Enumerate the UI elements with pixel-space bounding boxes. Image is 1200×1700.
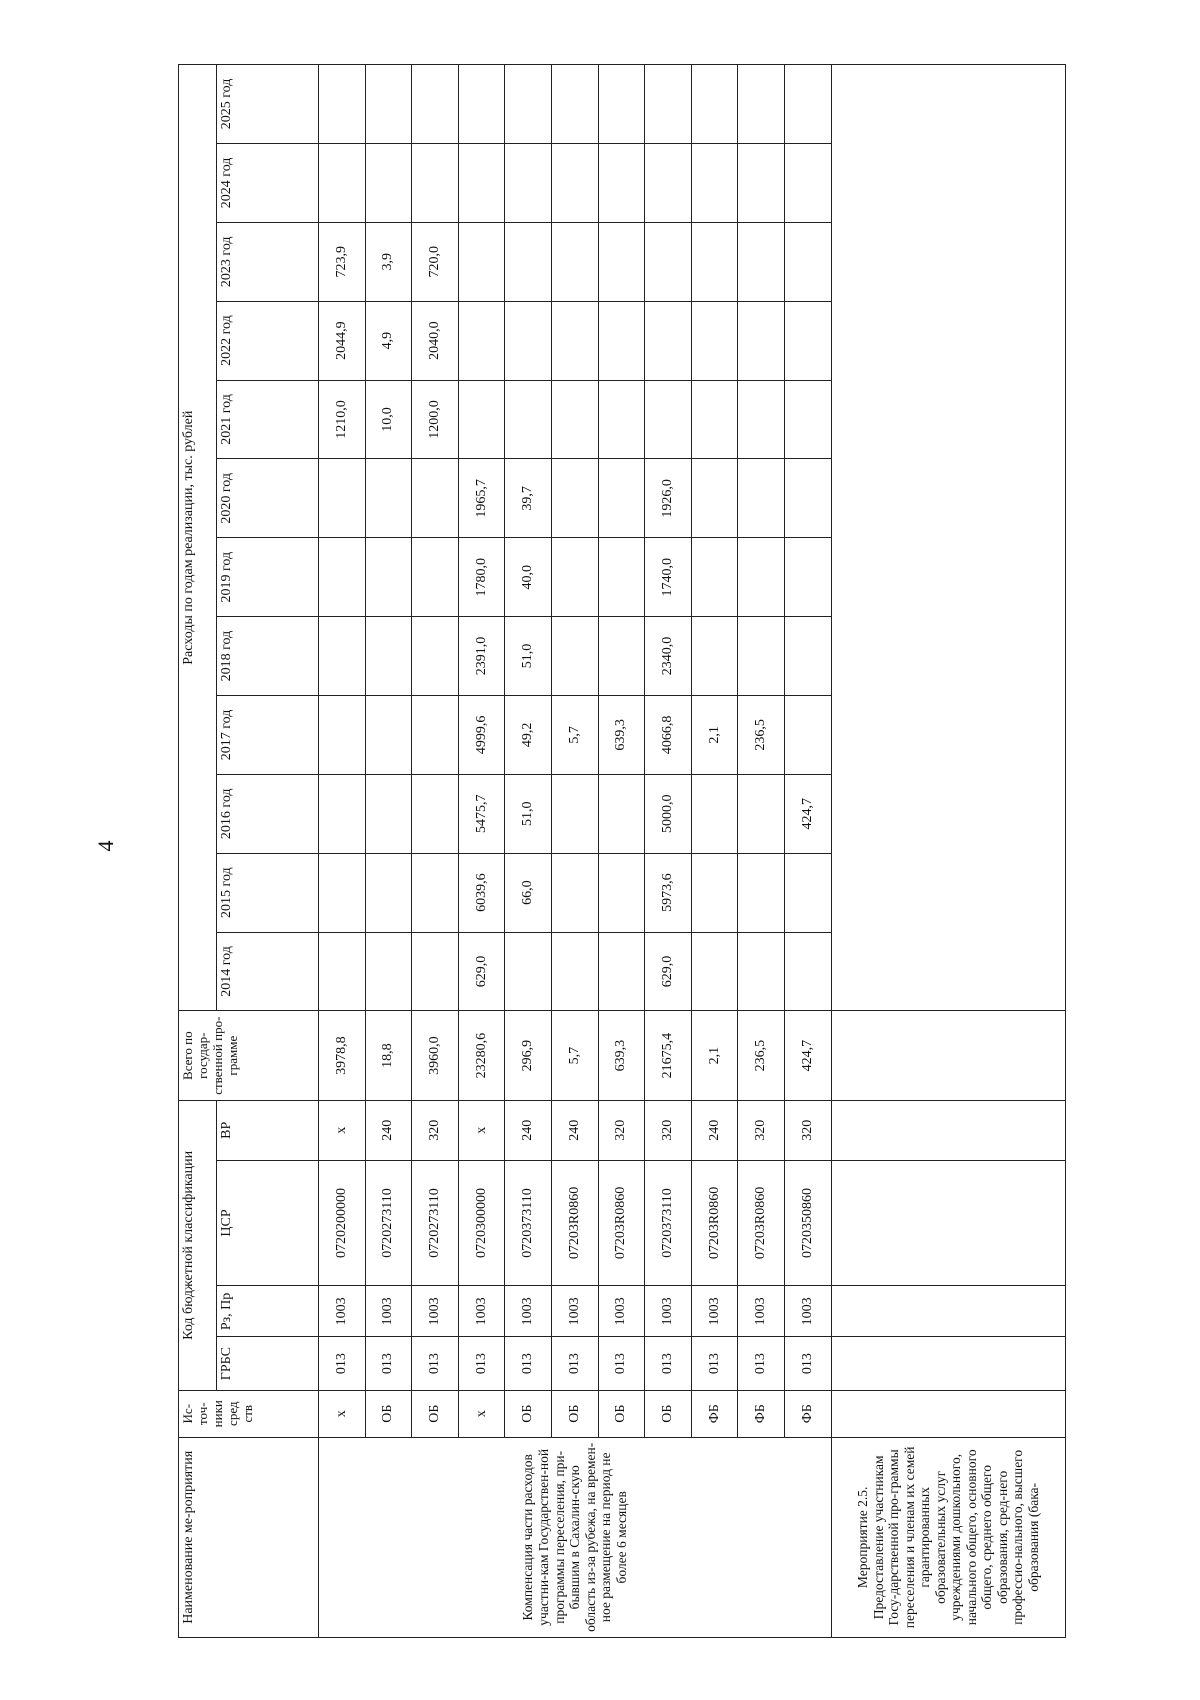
source-cell: ОБ bbox=[598, 1390, 645, 1437]
csr-cell: 0720373110 bbox=[505, 1160, 552, 1286]
grbs-cell: 013 bbox=[412, 1337, 459, 1390]
year-value-cell bbox=[784, 143, 831, 222]
year-value-cell bbox=[319, 932, 366, 1011]
year-value-cell: 51,0 bbox=[505, 774, 552, 853]
col-header-year-2024: 2024 год bbox=[217, 143, 319, 222]
source-cell: х bbox=[458, 1390, 505, 1437]
source-cell: ФБ bbox=[784, 1390, 831, 1437]
year-value-cell bbox=[784, 853, 831, 932]
year-value-cell bbox=[691, 143, 738, 222]
table-row bbox=[691, 65, 738, 1638]
year-value-cell bbox=[691, 459, 738, 538]
empty-cell bbox=[831, 1337, 1065, 1390]
col-header-expenses: Расходы по годам реализации, тыс. рублей bbox=[179, 65, 217, 1011]
year-value-cell bbox=[365, 459, 412, 538]
year-value-cell bbox=[551, 459, 598, 538]
year-value-cell bbox=[505, 65, 552, 144]
col-header-grbs: ГРБС bbox=[217, 1337, 319, 1390]
total-cell: 296,9 bbox=[505, 1011, 552, 1101]
year-value-cell: 236,5 bbox=[738, 695, 785, 774]
year-value-cell bbox=[784, 65, 831, 144]
year-value-cell bbox=[458, 65, 505, 144]
grbs-cell: 013 bbox=[458, 1337, 505, 1390]
year-value-cell bbox=[784, 222, 831, 301]
year-value-cell bbox=[598, 143, 645, 222]
year-value-cell bbox=[505, 143, 552, 222]
table-row bbox=[831, 65, 1065, 1638]
year-value-cell bbox=[458, 301, 505, 380]
table-body-measure-2 bbox=[831, 65, 1065, 1638]
vr-cell: 320 bbox=[412, 1100, 459, 1160]
col-header-year-2014: 2014 год bbox=[217, 932, 319, 1011]
source-cell: ОБ bbox=[551, 1390, 598, 1437]
year-value-cell bbox=[784, 617, 831, 696]
year-value-cell bbox=[319, 459, 366, 538]
source-cell: ОБ bbox=[365, 1390, 412, 1437]
total-cell: 23280,6 bbox=[458, 1011, 505, 1101]
header-row-1 bbox=[179, 65, 217, 1638]
year-value-cell bbox=[645, 301, 692, 380]
year-value-cell bbox=[551, 301, 598, 380]
rzpr-cell: 1003 bbox=[551, 1286, 598, 1337]
year-value-cell bbox=[365, 774, 412, 853]
empty-cell bbox=[831, 1011, 1065, 1101]
year-value-cell bbox=[412, 65, 459, 144]
rzpr-cell: 1003 bbox=[738, 1286, 785, 1337]
year-value-cell bbox=[691, 65, 738, 144]
table-row bbox=[738, 65, 785, 1638]
col-header-total: Всего по государ-ственной про-грамме bbox=[179, 1011, 319, 1101]
col-header-source: Ис-точ-ники сред ств bbox=[179, 1390, 319, 1437]
table-row bbox=[505, 65, 552, 1638]
col-header-year-2018: 2018 год bbox=[217, 617, 319, 696]
grbs-cell: 013 bbox=[645, 1337, 692, 1390]
year-value-cell bbox=[598, 774, 645, 853]
year-value-cell bbox=[551, 617, 598, 696]
csr-cell: 0720200000 bbox=[319, 1160, 366, 1286]
col-header-vr: ВР bbox=[217, 1100, 319, 1160]
col-header-name: Наименование ме-роприятия bbox=[179, 1437, 319, 1637]
year-value-cell bbox=[365, 617, 412, 696]
table-row bbox=[551, 65, 598, 1638]
vr-cell: х bbox=[319, 1100, 366, 1160]
year-value-cell bbox=[319, 853, 366, 932]
empty-cell bbox=[831, 1160, 1065, 1286]
year-value-cell: 51,0 bbox=[505, 617, 552, 696]
year-value-cell bbox=[691, 380, 738, 459]
year-value-cell: 629,0 bbox=[458, 932, 505, 1011]
rzpr-cell: 1003 bbox=[691, 1286, 738, 1337]
year-value-cell: 1965,7 bbox=[458, 459, 505, 538]
page-number: 4 bbox=[93, 840, 118, 852]
year-value-cell bbox=[784, 538, 831, 617]
year-value-cell bbox=[784, 380, 831, 459]
source-cell: ОБ bbox=[645, 1390, 692, 1437]
empty-cell bbox=[831, 65, 1065, 1011]
year-value-cell: 4066,8 bbox=[645, 695, 692, 774]
year-value-cell bbox=[319, 143, 366, 222]
year-value-cell bbox=[645, 65, 692, 144]
year-value-cell: 5973,6 bbox=[645, 853, 692, 932]
col-header-bcc: Код бюджетной классификации bbox=[179, 1100, 217, 1390]
year-value-cell bbox=[691, 617, 738, 696]
year-value-cell: 720,0 bbox=[412, 222, 459, 301]
year-value-cell bbox=[365, 538, 412, 617]
table-row bbox=[412, 65, 459, 1638]
year-value-cell bbox=[551, 65, 598, 144]
year-value-cell bbox=[412, 538, 459, 617]
empty-cell bbox=[831, 1390, 1065, 1437]
csr-cell: 0720300000 bbox=[458, 1160, 505, 1286]
year-value-cell bbox=[738, 301, 785, 380]
rzpr-cell: 1003 bbox=[412, 1286, 459, 1337]
year-value-cell: 2391,0 bbox=[458, 617, 505, 696]
year-value-cell bbox=[598, 301, 645, 380]
col-header-year-2023: 2023 год bbox=[217, 222, 319, 301]
source-cell: ФБ bbox=[738, 1390, 785, 1437]
year-value-cell bbox=[505, 932, 552, 1011]
year-value-cell bbox=[598, 538, 645, 617]
col-header-year-2015: 2015 год bbox=[217, 853, 319, 932]
total-cell: 2,1 bbox=[691, 1011, 738, 1101]
year-value-cell bbox=[551, 932, 598, 1011]
year-value-cell: 6039,6 bbox=[458, 853, 505, 932]
year-value-cell bbox=[738, 774, 785, 853]
year-value-cell bbox=[412, 853, 459, 932]
year-value-cell bbox=[458, 380, 505, 459]
csr-cell: 0720373110 bbox=[645, 1160, 692, 1286]
year-value-cell bbox=[319, 695, 366, 774]
year-value-cell: 424,7 bbox=[784, 774, 831, 853]
year-value-cell bbox=[645, 222, 692, 301]
year-value-cell bbox=[319, 774, 366, 853]
total-cell: 21675,4 bbox=[645, 1011, 692, 1101]
year-value-cell bbox=[551, 222, 598, 301]
year-value-cell bbox=[505, 301, 552, 380]
rzpr-cell: 1003 bbox=[365, 1286, 412, 1337]
year-value-cell: 2044,9 bbox=[319, 301, 366, 380]
total-cell: 5,7 bbox=[551, 1011, 598, 1101]
table-row bbox=[365, 65, 412, 1638]
year-value-cell: 5000,0 bbox=[645, 774, 692, 853]
year-value-cell bbox=[412, 695, 459, 774]
rzpr-cell: 1003 bbox=[784, 1286, 831, 1337]
year-value-cell bbox=[738, 617, 785, 696]
total-cell: 3978,8 bbox=[319, 1011, 366, 1101]
grbs-cell: 013 bbox=[551, 1337, 598, 1390]
csr-cell: 07203R0860 bbox=[598, 1160, 645, 1286]
total-cell: 18,8 bbox=[365, 1011, 412, 1101]
vr-cell: 240 bbox=[505, 1100, 552, 1160]
total-cell: 639,3 bbox=[598, 1011, 645, 1101]
rzpr-cell: 1003 bbox=[598, 1286, 645, 1337]
year-value-cell: 66,0 bbox=[505, 853, 552, 932]
source-cell: х bbox=[319, 1390, 366, 1437]
year-value-cell: 723,9 bbox=[319, 222, 366, 301]
grbs-cell: 013 bbox=[784, 1337, 831, 1390]
year-value-cell: 3,9 bbox=[365, 222, 412, 301]
year-value-cell bbox=[505, 380, 552, 459]
year-value-cell bbox=[691, 853, 738, 932]
year-value-cell bbox=[598, 380, 645, 459]
year-value-cell: 40,0 bbox=[505, 538, 552, 617]
source-cell: ОБ bbox=[505, 1390, 552, 1437]
year-value-cell: 1926,0 bbox=[645, 459, 692, 538]
year-value-cell bbox=[738, 853, 785, 932]
year-value-cell bbox=[551, 380, 598, 459]
year-value-cell bbox=[598, 222, 645, 301]
year-value-cell bbox=[365, 695, 412, 774]
year-value-cell: 2340,0 bbox=[645, 617, 692, 696]
year-value-cell: 1740,0 bbox=[645, 538, 692, 617]
csr-cell: 0720350860 bbox=[784, 1160, 831, 1286]
grbs-cell: 013 bbox=[691, 1337, 738, 1390]
year-value-cell bbox=[784, 695, 831, 774]
grbs-cell: 013 bbox=[319, 1337, 366, 1390]
year-value-cell bbox=[365, 932, 412, 1011]
table-row bbox=[784, 65, 831, 1638]
year-value-cell bbox=[691, 774, 738, 853]
csr-cell: 07203R0860 bbox=[738, 1160, 785, 1286]
year-value-cell: 1210,0 bbox=[319, 380, 366, 459]
csr-cell: 07203R0860 bbox=[691, 1160, 738, 1286]
year-value-cell: 639,3 bbox=[598, 695, 645, 774]
year-value-cell bbox=[691, 932, 738, 1011]
rzpr-cell: 1003 bbox=[458, 1286, 505, 1337]
year-value-cell bbox=[691, 222, 738, 301]
year-value-cell bbox=[412, 617, 459, 696]
year-value-cell: 2040,0 bbox=[412, 301, 459, 380]
grbs-cell: 013 bbox=[738, 1337, 785, 1390]
total-cell: 424,7 bbox=[784, 1011, 831, 1101]
year-value-cell bbox=[738, 65, 785, 144]
year-value-cell bbox=[784, 459, 831, 538]
vr-cell: 320 bbox=[598, 1100, 645, 1160]
year-value-cell bbox=[598, 459, 645, 538]
col-header-year-2017: 2017 год bbox=[217, 695, 319, 774]
csr-cell: 07203R0860 bbox=[551, 1160, 598, 1286]
empty-cell bbox=[831, 1100, 1065, 1160]
year-value-cell bbox=[412, 932, 459, 1011]
csr-cell: 0720273110 bbox=[365, 1160, 412, 1286]
year-value-cell: 2,1 bbox=[691, 695, 738, 774]
year-value-cell bbox=[738, 932, 785, 1011]
year-value-cell bbox=[458, 143, 505, 222]
budget-table-frame bbox=[178, 64, 1066, 1638]
year-value-cell bbox=[412, 459, 459, 538]
year-value-cell bbox=[319, 65, 366, 144]
year-value-cell: 629,0 bbox=[645, 932, 692, 1011]
vr-cell: 320 bbox=[645, 1100, 692, 1160]
col-header-year-2025: 2025 год bbox=[217, 65, 319, 144]
year-value-cell bbox=[551, 143, 598, 222]
vr-cell: 320 bbox=[784, 1100, 831, 1160]
year-value-cell bbox=[412, 143, 459, 222]
year-value-cell bbox=[598, 853, 645, 932]
source-cell: ФБ bbox=[691, 1390, 738, 1437]
year-value-cell bbox=[505, 222, 552, 301]
col-header-year-2020: 2020 год bbox=[217, 459, 319, 538]
table-row bbox=[319, 65, 366, 1638]
source-cell: ОБ bbox=[412, 1390, 459, 1437]
year-value-cell bbox=[738, 143, 785, 222]
vr-cell: 240 bbox=[365, 1100, 412, 1160]
vr-cell: 320 bbox=[738, 1100, 785, 1160]
grbs-cell: 013 bbox=[505, 1337, 552, 1390]
year-value-cell bbox=[691, 301, 738, 380]
vr-cell: х bbox=[458, 1100, 505, 1160]
year-value-cell: 49,2 bbox=[505, 695, 552, 774]
year-value-cell bbox=[598, 65, 645, 144]
year-value-cell bbox=[551, 853, 598, 932]
total-cell: 236,5 bbox=[738, 1011, 785, 1101]
year-value-cell: 1780,0 bbox=[458, 538, 505, 617]
measure-1-name: Компенсация части расходов участни-кам Государствен-ной программы переселения, при-бывшим в Сахалин-скую область из-за рубежа, на времен-ное размещение на период не более 6 месяцев bbox=[319, 1437, 832, 1637]
year-value-cell bbox=[738, 538, 785, 617]
year-value-cell bbox=[784, 932, 831, 1011]
year-value-cell bbox=[551, 538, 598, 617]
measure-2-name: Мероприятие 2.5. Предоставление участникам Госу-дарственной про-граммы переселения и членам их семей гарантированных образовательных услуг учреждениями дошкольного, начального общего, основного общего, среднего общего образования, сред-него профессио-нального, высшего образования (бака- bbox=[831, 1437, 1065, 1637]
rzpr-cell: 1003 bbox=[319, 1286, 366, 1337]
col-header-csr: ЦСР bbox=[217, 1160, 319, 1286]
grbs-cell: 013 bbox=[598, 1337, 645, 1390]
col-header-year-2022: 2022 год bbox=[217, 301, 319, 380]
grbs-cell: 013 bbox=[365, 1337, 412, 1390]
year-value-cell bbox=[784, 301, 831, 380]
year-value-cell bbox=[738, 222, 785, 301]
col-header-year-2019: 2019 год bbox=[217, 538, 319, 617]
col-header-year-2016: 2016 год bbox=[217, 774, 319, 853]
table-body bbox=[319, 65, 832, 1638]
vr-cell: 240 bbox=[691, 1100, 738, 1160]
total-cell: 3960,0 bbox=[412, 1011, 459, 1101]
year-value-cell: 5475,7 bbox=[458, 774, 505, 853]
year-value-cell bbox=[738, 459, 785, 538]
year-value-cell bbox=[691, 538, 738, 617]
table-row bbox=[458, 65, 505, 1638]
table-row bbox=[598, 65, 645, 1638]
year-value-cell bbox=[365, 143, 412, 222]
year-value-cell bbox=[598, 932, 645, 1011]
year-value-cell: 5,7 bbox=[551, 695, 598, 774]
year-value-cell bbox=[365, 853, 412, 932]
year-value-cell bbox=[738, 380, 785, 459]
table-row bbox=[645, 65, 692, 1638]
year-value-cell bbox=[598, 617, 645, 696]
year-value-cell bbox=[645, 380, 692, 459]
year-value-cell bbox=[365, 65, 412, 144]
year-value-cell bbox=[645, 143, 692, 222]
col-header-year-2021: 2021 год bbox=[217, 380, 319, 459]
year-value-cell bbox=[319, 617, 366, 696]
year-value-cell bbox=[412, 774, 459, 853]
year-value-cell bbox=[551, 774, 598, 853]
year-value-cell: 39,7 bbox=[505, 459, 552, 538]
year-value-cell: 4999,6 bbox=[458, 695, 505, 774]
rzpr-cell: 1003 bbox=[505, 1286, 552, 1337]
csr-cell: 0720273110 bbox=[412, 1160, 459, 1286]
year-value-cell bbox=[458, 222, 505, 301]
budget-table bbox=[178, 64, 1066, 1638]
year-value-cell: 10,0 bbox=[365, 380, 412, 459]
empty-cell bbox=[831, 1286, 1065, 1337]
rzpr-cell: 1003 bbox=[645, 1286, 692, 1337]
year-value-cell: 4,9 bbox=[365, 301, 412, 380]
vr-cell: 240 bbox=[551, 1100, 598, 1160]
budget-table-rotated bbox=[178, 64, 1066, 1638]
year-value-cell: 1200,0 bbox=[412, 380, 459, 459]
col-header-rzpr: Рз, Пр bbox=[217, 1286, 319, 1337]
year-value-cell bbox=[319, 538, 366, 617]
